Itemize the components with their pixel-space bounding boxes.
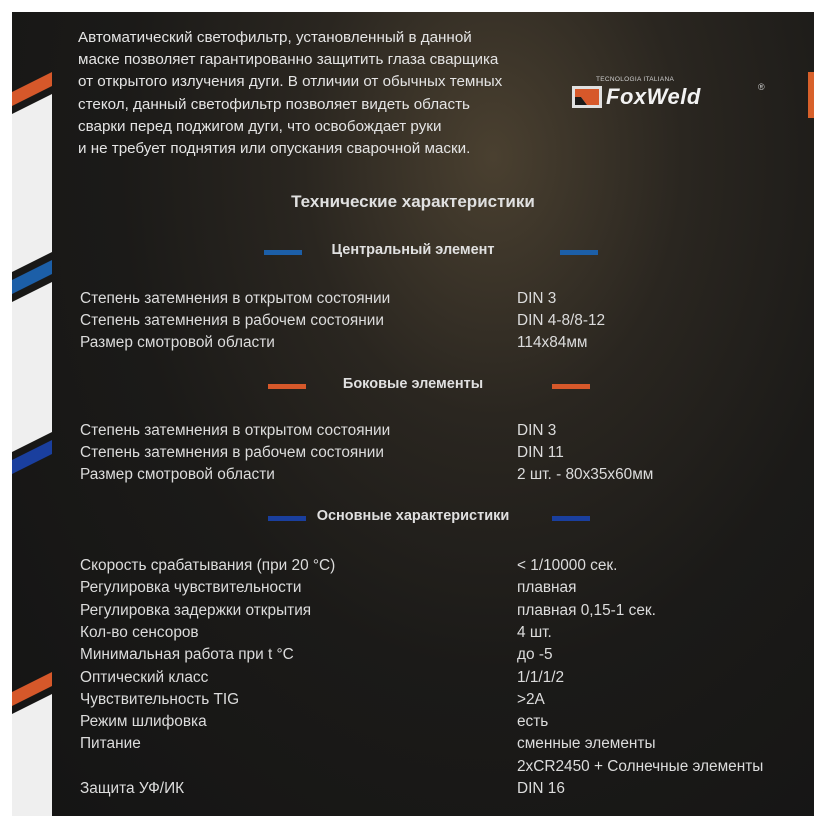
logo-tagline: TECNOLOGIA ITALIANA bbox=[596, 76, 675, 83]
spec-value: есть bbox=[517, 713, 549, 731]
spec-row bbox=[80, 422, 800, 444]
spec-label: Чувствительность TIG bbox=[80, 690, 240, 708]
spec-row bbox=[80, 624, 800, 646]
spec-label: Защита УФ/ИК bbox=[80, 780, 185, 797]
spec-value: < 1/10000 сек. bbox=[517, 557, 618, 574]
spec-value: 114х84мм bbox=[517, 334, 588, 352]
spec-row bbox=[80, 312, 800, 334]
spec-value: DIN 3 bbox=[517, 422, 557, 439]
spec-value: 2 шт. - 80х35х60мм bbox=[517, 466, 654, 483]
spec-value: до -5 bbox=[517, 646, 553, 664]
decorative-edge bbox=[808, 72, 814, 118]
spec-row bbox=[80, 290, 800, 312]
spec-label: Режим шлифовка bbox=[80, 713, 207, 731]
spec-row bbox=[80, 579, 800, 601]
intro-line: от открытого излучения дуги. В отличии от обычных темных bbox=[78, 73, 503, 91]
intro-line: стекол, данный светофильтр позволяет видеть область bbox=[78, 95, 470, 113]
spec-row bbox=[80, 669, 800, 691]
spec-value: DIN 16 bbox=[517, 780, 565, 797]
spec-label: Оптический класс bbox=[80, 668, 209, 686]
spec-label: Степень затемнения в открытом состоянии bbox=[80, 422, 391, 439]
spec-label: Степень затемнения в рабочем состоянии bbox=[80, 312, 384, 330]
spec-label: Регулировка задержки открытия bbox=[80, 601, 312, 619]
spec-value: 2хCR2450 + Солнечные элементы bbox=[517, 757, 764, 775]
spec-row bbox=[80, 557, 800, 579]
section-title: Основные характеристики bbox=[316, 508, 510, 524]
fox-logo-icon bbox=[572, 84, 602, 108]
spec-label: Скорость срабатывания (при 20 °С) bbox=[80, 557, 336, 574]
logo-registered-mark: ® bbox=[758, 82, 765, 92]
spec-label: Регулировка чувствительности bbox=[80, 579, 302, 597]
spec-row bbox=[80, 444, 800, 466]
spec-row bbox=[80, 602, 800, 624]
spec-label: Размер смотровой области bbox=[80, 466, 275, 483]
section-title: Боковые элементы bbox=[342, 376, 484, 392]
intro-line: Автоматический светофильтр, установленный в данной bbox=[78, 29, 472, 46]
spec-label: Питание bbox=[80, 735, 141, 753]
section-header bbox=[12, 508, 814, 530]
spec-label: Степень затемнения в рабочем состоянии bbox=[80, 444, 384, 461]
section-accent-bar bbox=[552, 516, 590, 521]
spec-row bbox=[80, 466, 800, 488]
specs-title: Технические характеристики bbox=[291, 192, 535, 211]
section-accent-bar bbox=[552, 384, 590, 389]
spec-value: DIN 11 bbox=[517, 444, 564, 461]
spec-value: сменные элементы bbox=[517, 735, 656, 753]
spec-value: плавная 0,15-1 сек. bbox=[517, 601, 656, 619]
spec-value: 1/1/1/2 bbox=[517, 668, 565, 686]
spec-value: DIN 3 bbox=[517, 290, 557, 307]
spec-row bbox=[80, 780, 800, 802]
section-header bbox=[12, 376, 814, 398]
spec-label: Минимальная работа при t °С bbox=[80, 646, 294, 664]
spec-row bbox=[80, 758, 800, 780]
section-accent-bar bbox=[560, 250, 598, 255]
spec-row bbox=[80, 735, 800, 757]
spec-value: DIN 4-8/8-12 bbox=[517, 312, 606, 330]
spec-label: Степень затемнения в открытом состоянии bbox=[80, 290, 391, 307]
decorative-stripes-top bbox=[12, 72, 52, 532]
spec-row bbox=[80, 691, 800, 713]
decorative-stripes-bottom bbox=[12, 672, 52, 816]
brand-logo bbox=[572, 76, 772, 116]
spec-panel bbox=[12, 12, 814, 816]
spec-row bbox=[80, 713, 800, 735]
spec-value: плавная bbox=[517, 579, 577, 597]
spec-row bbox=[80, 646, 800, 668]
spec-label: Кол-во сенсоров bbox=[80, 623, 199, 641]
intro-line: сварки перед поджигом дуги, что освобождает руки bbox=[78, 117, 442, 135]
spec-row bbox=[80, 334, 800, 356]
intro-line: маске позволяет гарантированно защитить глаза сварщика bbox=[78, 51, 499, 69]
section-title: Центральный элемент bbox=[331, 242, 495, 258]
spec-label: Размер смотровой области bbox=[80, 334, 275, 352]
logo-brand-name: FoxWeld bbox=[606, 84, 701, 109]
spec-value: 4 шт. bbox=[517, 623, 552, 641]
intro-paragraph bbox=[78, 27, 558, 160]
intro-line: и не требует поднятия или опускания сварочной маски. bbox=[78, 140, 471, 158]
section-header bbox=[12, 242, 814, 264]
spec-value: >2А bbox=[517, 690, 545, 708]
